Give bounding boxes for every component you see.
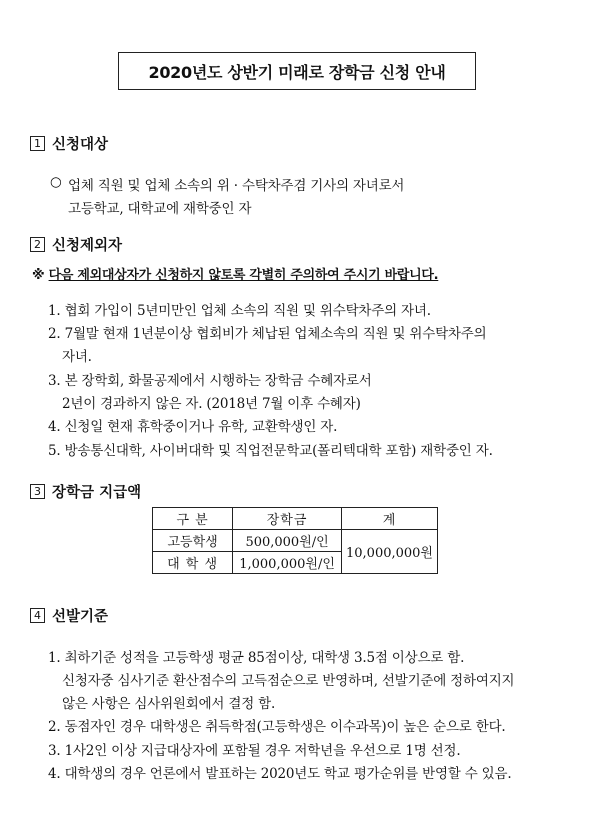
criteria-item: 4. 대학생의 경우 언론에서 발표하는 2020년도 학교 평가순위를 반영할 수 있음. [48, 766, 512, 782]
table-header: 계 [342, 508, 438, 530]
criteria-item-continued: 않은 사항은 심사위원회에서 결정 함. [62, 696, 276, 712]
exclusion-item: 4. 신청일 현재 휴학중이거나 유학, 교환학생인 자. [48, 419, 338, 435]
notice-mark: ※ [32, 268, 45, 283]
exclusion-item: 5. 방송통신대학, 사이버대학 및 직업전문학교(폴리텍대학 포함) 재학중인 자. [48, 443, 493, 459]
exclusion-item: 2. 7월말 현재 1년분이상 협회비가 체납된 업체소속의 직원 및 위수탁차주의 [48, 326, 487, 342]
section-heading-exclusion [30, 234, 122, 255]
table-cell-amount: 500,000원/인 [233, 530, 342, 552]
section-title: 신청대상 [52, 137, 109, 153]
target-bullet: ○ [50, 174, 62, 190]
table-cell-total: 10,000,000원 [342, 530, 438, 574]
section-title: 선발기준 [52, 609, 109, 625]
notice-text: 다음 제외대상자가 신청하지 않토록 각별히 주의하여 주시기 바랍니다. [48, 268, 439, 283]
criteria-item: 1. 최하기준 성적을 고등학생 평균 85점이상, 대학생 3.5점 이상으로 함. [48, 650, 465, 666]
criteria-item: 3. 1사2인 이상 지급대상자에 포함될 경우 저학년을 우선으로 1명 선정. [48, 743, 461, 759]
exclusion-item: 1. 협회 가입이 5년미만인 업체 소속의 직원 및 위수탁차주의 자녀. [48, 303, 431, 319]
table-cell-amount: 1,000,000원/인 [233, 552, 342, 574]
exclusion-item: 3. 본 장학회, 화물공제에서 시행하는 장학금 수혜자로서 [48, 373, 372, 389]
section-number: 2 [30, 237, 45, 252]
target-line-2: 고등학교, 대학교에 재학중인 자 [68, 201, 252, 217]
section-number: 1 [30, 136, 45, 151]
section-number: 3 [30, 484, 45, 499]
table-header: 장학금 [233, 508, 342, 530]
target-line-1: 업체 직원 및 업체 소속의 위 · 수탁차주겸 기사의 자녀로서 [68, 178, 405, 194]
section-heading-target [30, 133, 108, 154]
page-title: 2020년도 상반기 미래로 장학금 신청 안내 [118, 52, 476, 90]
table-cell-label: 고등학생 [153, 530, 233, 552]
section-number: 4 [30, 608, 45, 623]
section-title: 신청제외자 [52, 238, 123, 254]
table-header-row [153, 508, 438, 530]
table-row [153, 530, 438, 552]
section-title: 장학금 지급액 [52, 485, 142, 501]
table-header: 구 분 [153, 508, 233, 530]
section-heading-amount [30, 481, 141, 502]
criteria-item-continued: 신청자중 심사기준 환산점수의 고득점순으로 반영하며, 선발기준에 정하여지지 [62, 673, 515, 689]
exclusion-item-continued: 자녀. [62, 349, 92, 365]
scholarship-amount-table [152, 507, 438, 574]
exclusion-item-continued: 2년이 경과하지 않은 자. (2018년 7월 이후 수혜자) [62, 396, 361, 412]
table-cell-label: 대 학 생 [153, 552, 233, 574]
criteria-item: 2. 동점자인 경우 대학생은 취득학점(고등학생은 이수과목)이 높은 순으로 한다. [48, 719, 506, 735]
exclusion-notice [32, 264, 438, 283]
section-heading-criteria [30, 605, 108, 626]
